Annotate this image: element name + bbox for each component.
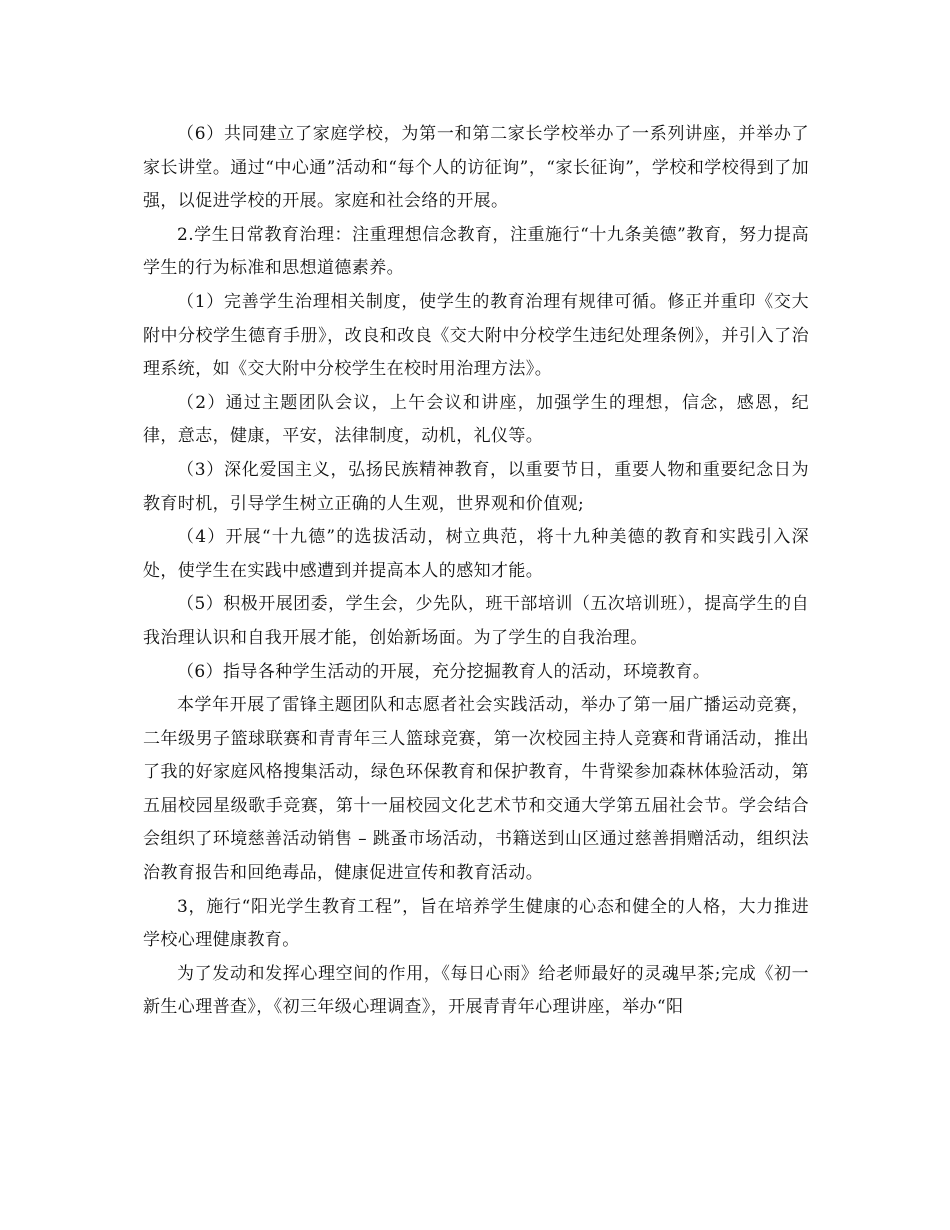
paragraph-item-3-patriotism: （3）深化爱国主义，弘扬民族精神教育，以重要节日，重要人物和重要纪念日为教育时机，引导学生树立正确的人生观，世界观和价值观;	[143, 459, 809, 514]
paragraph-daily-education-governance: 2.学生日常教育治理：注重理想信念教育，注重施行“十九条美德”教育，努力提高学生的行为标准和思想道德素养。	[143, 224, 809, 279]
paragraph-sunshine-project: 3，施行“阳光学生教育工程”，旨在培养学生健康的心态和健全的人格，大力推进学校心理健康教育。	[143, 896, 809, 951]
paragraph-item-5-training: （5）积极开展团委，学生会，少先队，班干部培训（五次培训班），提高学生的自我治理认识和自我开展才能，创始新场面。为了学生的自我治理。	[143, 594, 809, 648]
paragraph-item-4-virtues: （4）开展“十九德”的选拔活动，树立典范，将十九种美德的教育和实践引入深处，使学生在实践中感遭到并提高本人的感知才能。	[143, 527, 809, 581]
paragraph-annual-activities: 本学年开展了雷锋主题团队和志愿者社会实践活动，举办了第一届广播运动竞赛，二年级男子篮球联赛和青青年三人篮球竞赛，第一次校园主持人竞赛和背诵活动，推出了我的好家庭风格搜集活动，绿色环保教育和保护教育，牛背梁参加森林体验活动，第五届校园星级歌手竞赛，第十一届校园文化艺术节和交通大学第五届社会节。学会结合会组织了环境慈善活动销售 – 跳蚤市场活动，书籍送到山区通过慈善捐赠活动，组织法治教育报告和回绝毒品，健康促进宣传和教育活动。	[143, 695, 809, 884]
paragraph-family-school: （6）共同建立了家庭学校，为第一和第二家长学校举办了一系列讲座，并举办了家长讲堂。通过“中心通”活动和“每个人的访征询”，“家长征询”，学校和学校得到了加强，以促进学校的开展。家庭和社会络的开展。	[143, 124, 809, 212]
paragraph-psychology-space: 为了发动和发挥心理空间的作用，《每日心雨》给老师最好的灵魂早茶;完成《初一新生心理普查》，《初三年级心理调查》，开展青青年心理讲座，举办“阳	[143, 963, 809, 1018]
paragraph-item-6-activities: （6）指导各种学生活动的开展，充分挖掘教育人的活动，环境教育。	[177, 661, 711, 682]
paragraph-item-2-meetings: （2）通过主题团队会议，上午会议和讲座，加强学生的理想，信念，感恩，纪律，意志，健康，平安，法律制度，动机，礼仪等。	[143, 392, 809, 447]
paragraph-item-1-rules: （1）完善学生治理相关制度，使学生的教育治理有规律可循。修正并重印《交大附中分校学生德育手册》，改良和改良《交大附中分校学生违纪处理条例》，并引入了治理系统，如《交大附中分校学生在校时用治理方法》。	[143, 291, 809, 380]
document-page	[143, 118, 809, 1025]
